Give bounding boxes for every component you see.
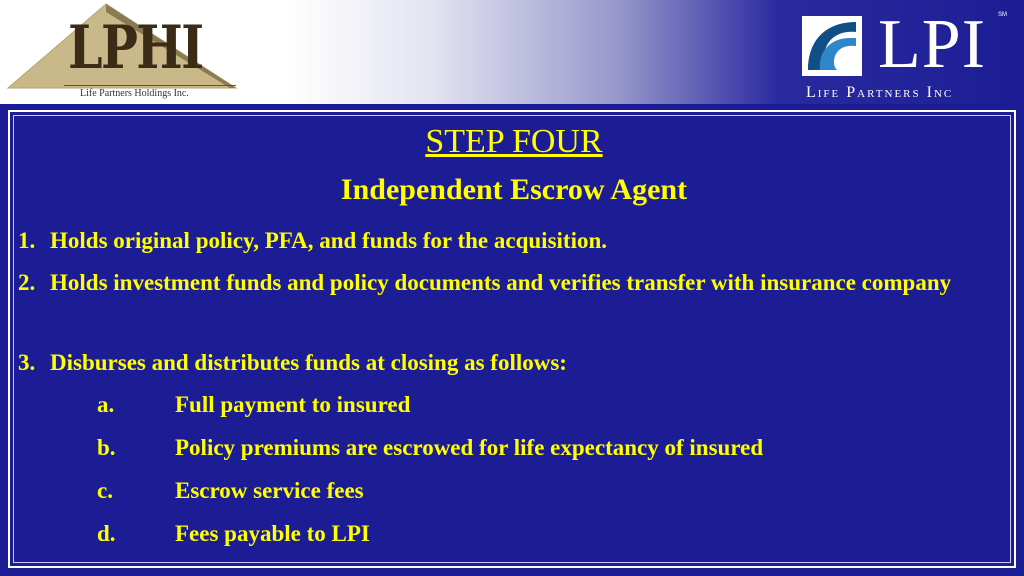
list-item-text: Disburses and distributes funds at closing as follows: — [50, 350, 567, 375]
list-item — [18, 266, 1010, 300]
list-item — [18, 346, 1010, 380]
slide-title: STEP FOUR — [425, 123, 603, 160]
sub-list-item-letter: b. — [97, 435, 116, 460]
lphi-logo-text: LPHI — [68, 13, 203, 83]
sub-list-item-letter: d. — [97, 521, 116, 546]
sub-list-item-text: Fees payable to LPI — [175, 521, 370, 546]
list-item-number: 3. — [18, 350, 36, 375]
list-item-number: 2. — [18, 270, 36, 295]
lpi-wave-icon — [802, 16, 862, 76]
sub-list-item-letter: a. — [97, 392, 115, 417]
lpi-logo-text: LPI — [878, 6, 986, 83]
list-item-text: Holds investment funds and policy documents and verifies transfer with insurance company — [50, 270, 952, 295]
sub-list-item-letter: c. — [97, 478, 113, 503]
lphi-logo-subtitle: Life Partners Holdings Inc. — [80, 88, 189, 99]
slide-subtitle: Independent Escrow Agent — [340, 173, 688, 206]
list-item-text: Holds original policy, PFA, and funds for the acquisition. — [50, 228, 607, 253]
sub-list-item-text: Policy premiums are escrowed for life expectancy of insured — [175, 435, 764, 460]
lphi-logo — [4, 2, 238, 102]
sub-list-item-text: Escrow service fees — [175, 478, 364, 503]
sub-list-item-text: Full payment to insured — [175, 392, 411, 417]
list-item-number: 1. — [18, 228, 36, 253]
lpi-logo-subtitle: Life Partners Inc — [806, 84, 954, 101]
list-item — [18, 224, 1010, 258]
lpi-logo — [796, 6, 1018, 102]
lpi-service-mark: SM — [998, 12, 1007, 18]
lphi-divider — [64, 85, 236, 86]
